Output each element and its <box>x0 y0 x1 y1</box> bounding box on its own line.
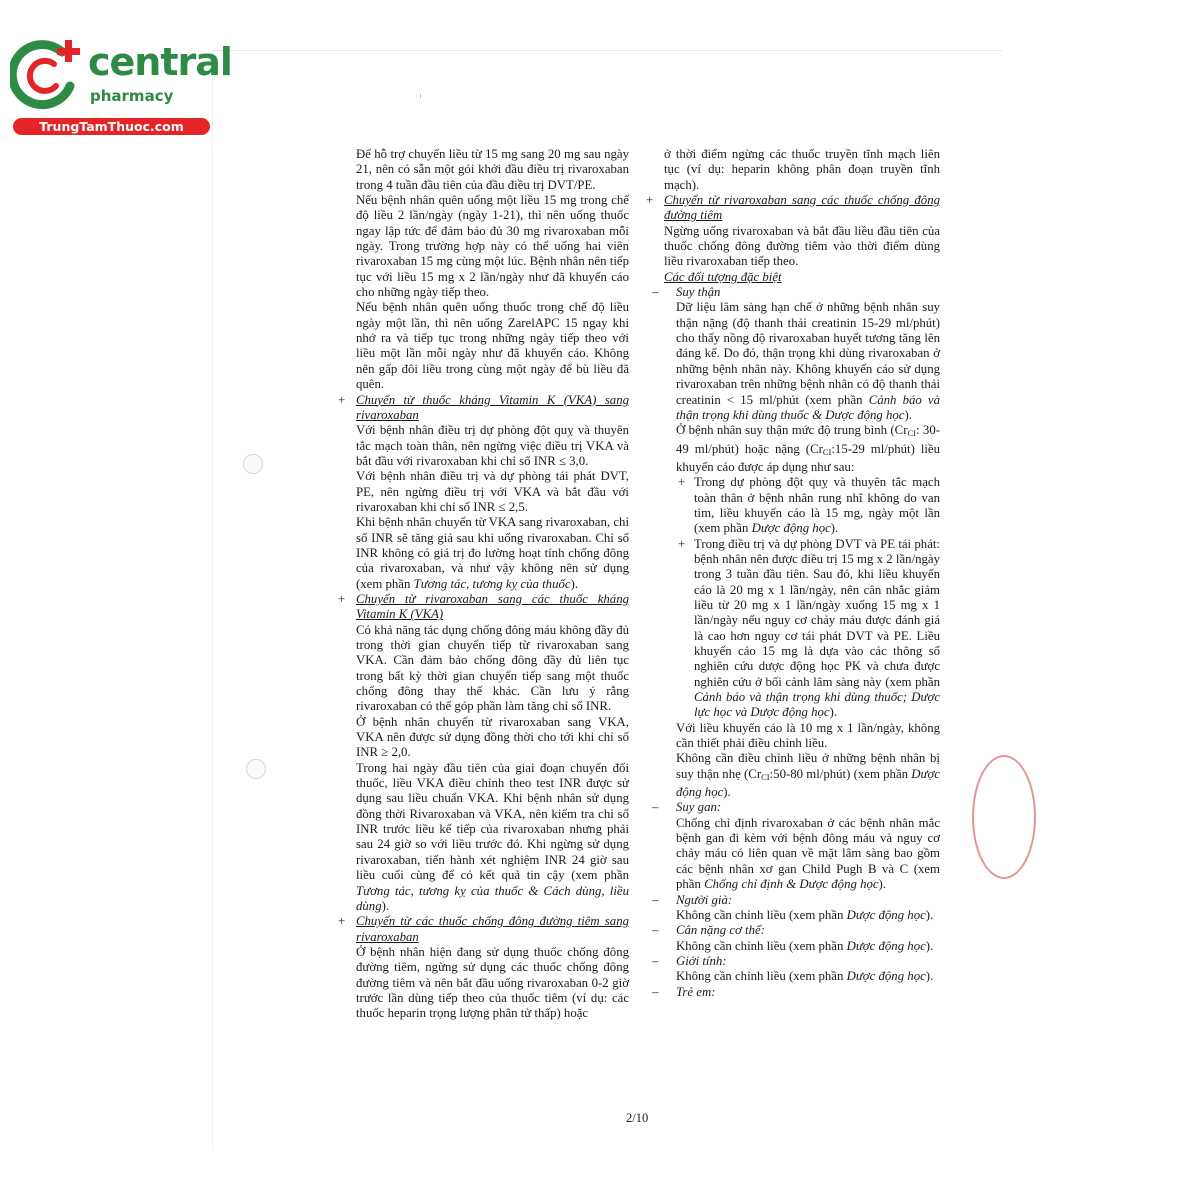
italic-text: Chuyển từ rivaroxaban sang các thuốc kháng Vitamin K (VKA) <box>356 591 629 622</box>
paragraph <box>652 953 940 969</box>
italic-text: Cảnh báo và thận trọng khi dùng thuốc; Dược lực học và Dược động học <box>694 690 940 720</box>
plus-bullet-icon: + <box>678 475 686 490</box>
paragraph <box>356 945 629 1022</box>
page-number: 2/10 <box>626 1111 649 1125</box>
text: Trong điều trị và dự phòng DVT và PE tái phát: bệnh nhân nên được điều trị 15 mg x 2 lần/ngày trong 3 tuần đầu tiên. Sau đó, khi liều khuyến cáo là 20 mg x 1 lần/ngày, nên cân nhắc giảm liều từ 20 mg x 1 lần/ngày xuống 15 mg x 1 lần/ngày nếu nguy cơ chảy máu được đánh giá là cao hơn nguy cơ tái phát DVT và PE. Liều khuyến cáo 15 mg là dựa vào các thông số nghiên cứu dược động học PK và chưa được nghiên cứu ở bối cảnh lâm sàng này (xem phần <box>694 536 940 689</box>
dash-bullet-icon: – <box>652 285 659 300</box>
italic-text: Dược động học <box>846 907 926 922</box>
text: Trong dự phòng đột quỵ và thuyên tắc mạch toàn thân ở bệnh nhân rung nhĩ không do van tim, liều khuyến cáo là 15 mg, ngày một lần (xem phần <box>694 475 940 536</box>
paragraph <box>356 147 629 193</box>
paragraph <box>356 469 629 515</box>
text: Ở bệnh nhân hiện đang sử dụng thuốc chống đông đường tiêm, ngừng sử dụng các thuốc chống đông đường tiêm và nên bắt đầu uống rivaroxaban 0-2 giờ trước lần dùng tiếp theo của thuốc tiêm (ví dụ: các thuốc heparin trọng lượng phân tử thấp) hoặc <box>356 944 629 1021</box>
text: ). <box>381 898 390 913</box>
text: Chống chỉ định rivaroxaban ở các bệnh nhân mắc bệnh gan đi kèm với bệnh đông máu và nguy cơ chảy máu có liên quan về mặt lâm sàng bao gồm các bệnh nhân xơ gan Child Pugh B và C (xem phần <box>676 815 940 892</box>
text: ). <box>570 576 579 591</box>
punch-hole <box>243 454 263 474</box>
left-column <box>338 147 629 1022</box>
text: Ngừng uống rivaroxaban và bắt đầu liều đầu tiên của thuốc chống đông đường tiêm vào thời điểm dùng liều rivaroxaban tiếp theo. <box>664 223 940 269</box>
italic-text: Chuyển từ rivaroxaban sang các thuốc chống đông đường tiêm <box>664 193 940 223</box>
subscript: CI <box>907 428 916 439</box>
paragraph <box>356 300 629 392</box>
italic-text: Cân nặng cơ thể: <box>676 923 765 938</box>
paragraph <box>676 721 940 752</box>
section-heading <box>338 914 629 945</box>
section-heading <box>338 591 629 623</box>
paragraph <box>676 969 940 984</box>
italic-text: Dược động học <box>846 938 926 953</box>
text: :50-80 ml/phút) (xem phần <box>769 766 912 781</box>
subscript: CI <box>822 446 832 457</box>
text: Không cần chỉnh liều (xem phần <box>676 907 847 922</box>
section-heading <box>664 270 940 285</box>
page-edge <box>212 50 1002 51</box>
text: ). <box>829 705 838 720</box>
section-heading <box>338 392 629 424</box>
central-pharmacy-logo <box>10 36 232 136</box>
bullet-item <box>678 536 940 721</box>
text: ở thời điểm ngừng các thuốc truyền tĩnh mạch liên tục (ví dụ: heparin không phân đoạn truyền tĩnh mạch). <box>664 147 940 192</box>
text: Dữ liệu lâm sàng hạn chế ở những bệnh nhân suy thận nặng (độ thanh thải creatinin 15-29 ml/phút) cho thấy nồng độ rivaroxaban huyết tương tăng lên đáng kể. Do đó, thận trọng khi dùng rivaroxaban ở những bệnh nhân này. Không khuyến cáo sử dụng rivaroxaban trên những bệnh nhân có độ thanh thải creatinin < 15 ml/phút (xem phần <box>676 300 940 407</box>
text: Với bệnh nhân điều trị và dự phòng tái phát DVT, PE, nên ngừng điều trị với VKA và bắt đầu với rivaroxaban khi chỉ số INR ≤ 2,5. <box>356 469 629 514</box>
dash-bullet-icon: – <box>652 800 659 815</box>
logo-site-link[interactable]: TrungTamThuoc.com <box>13 118 210 135</box>
text: Ở bệnh nhân chuyển từ rivaroxaban sang VKA, VKA nên được sử dụng đồng thời cho tới khi chỉ số INR ≥ 2,0. <box>356 714 629 760</box>
italic-text: Giới tính: <box>676 953 727 968</box>
text: ). <box>925 938 934 953</box>
text: Với liều khuyến cáo là 10 mg x 1 lần/ngày, không cần thiết phải điều chỉnh liều. <box>676 720 940 751</box>
text: Nếu bệnh nhân quên uống một liều 15 mg trong chế độ liều 2 lần/ngày (ngày 1-21), thì nên uống thuốc ngay lập tức để đảm bảo đủ 30 mg rivaroxaban mỗi ngày. Trong trường hợp này có thể uống hai viên rivaroxaban 15 mg cùng một lúc. Bệnh nhân nên tiếp tục với liều 15 mg x 2 lần/ngày như đã khuyến cáo cho những ngày tiếp theo. <box>356 193 629 300</box>
italic-text: Suy gan: <box>676 800 722 815</box>
subscript: CI <box>761 771 770 782</box>
italic-text: Chống chỉ định & Dược động học <box>704 877 879 892</box>
right-column <box>646 147 941 1000</box>
paragraph <box>356 515 629 592</box>
paragraph <box>664 224 940 270</box>
plus-bullet-icon: + <box>646 193 654 208</box>
paragraph <box>652 923 940 938</box>
paragraph <box>664 147 940 193</box>
paragraph <box>676 751 940 800</box>
logo-subtitle: pharmacy <box>90 87 174 105</box>
text: ). <box>830 521 839 536</box>
italic-text: Tương tác, tương kỵ của thuốc <box>413 576 571 591</box>
dash-bullet-icon: – <box>652 953 659 968</box>
plus-bullet-icon: + <box>678 536 686 551</box>
text: Không cần điều chỉnh liều ở những bệnh nhân bị suy thận nhẹ (Cr <box>676 751 940 781</box>
text: ). <box>925 907 934 922</box>
punch-hole <box>246 759 266 779</box>
paragraph <box>676 300 940 423</box>
red-stamp <box>972 755 1036 879</box>
text: : 30-49 ml/phút) hoặc nặng (Cr <box>676 423 940 456</box>
text: ). <box>723 785 731 800</box>
paragraph <box>676 423 940 475</box>
bullet-item <box>678 475 940 536</box>
italic-text: Dược động học <box>676 766 941 800</box>
text: Không cần chỉnh liều (xem phần <box>676 938 847 953</box>
dash-bullet-icon: – <box>652 984 659 999</box>
text: Không cần chỉnh liều (xem phần <box>676 969 847 984</box>
italic-text: Chuyển từ thuốc kháng Vitamin K (VKA) sang rivaroxaban <box>356 392 629 422</box>
paragraph <box>676 908 940 923</box>
paragraph <box>356 761 629 914</box>
paragraph <box>356 715 629 761</box>
plus-bullet-icon: + <box>338 914 346 929</box>
text: ). <box>925 969 934 984</box>
text: Ở bệnh nhân suy thận mức độ trung bình (Cr <box>676 423 908 438</box>
italic-text: Người già: <box>676 892 733 907</box>
paragraph <box>676 816 940 893</box>
text: Với bệnh nhân điều trị dự phòng đột quỵ và thuyên tắc mạch toàn thân, nên ngừng việc điều trị VKA và bắt đầu với rivaroxaban khi chỉ số INR ≤ 3,0. <box>356 423 629 468</box>
text: Trong hai ngày đầu tiên của giai đoạn chuyển đổi thuốc, liều VKA điều chỉnh theo test INR được sử dụng sau liều chuẩn VKA. Khi bệnh nhân sử dụng đồng thời Rivaroxaban và VKA, nên kiểm tra chỉ số INR trước liều kế tiếp của rivaroxaban nhưng phải sau 24 giờ so với liều trước đó. Khi ngừng sử dụng rivaroxaban, tiến hành xét nghiệm INR 24 giờ sau liều cuối cùng để có kết quả tin cậy (xem phần <box>356 760 629 883</box>
dash-bullet-icon: – <box>652 892 659 907</box>
italic-text: Tương tác, tương kỵ của thuốc & Cách dùng, liều dùng <box>356 883 629 913</box>
text: Nếu bệnh nhân quên uống thuốc trong chế độ liều ngày một lần, thì nên uống ZarelAPC 15 ngay khi nhớ ra và tiếp tục trong những ngày tiếp theo với liều một lần mỗi ngày như đã khuyến cáo. Không nên gấp đôi liều trong cùng một ngày để bù liều đã quên. <box>356 300 629 392</box>
paragraph <box>652 892 940 908</box>
italic-text: Dược động học <box>846 969 926 984</box>
paragraph <box>356 623 629 715</box>
plus-bullet-icon: + <box>338 392 346 407</box>
text: Khi bệnh nhân chuyển từ VKA sang rivaroxaban, chỉ số INR sẽ tăng giả sau khi uống rivaroxaban. Chỉ số INR không có giá trị đo lường hoạt tính chống đông của rivaroxaban, và như vậy không nên sử dụng (xem phần <box>356 515 629 591</box>
italic-text: Cảnh báo và thận trọng khi dùng thuốc & Dược động học <box>676 392 940 422</box>
italic-text: Trẻ em: <box>676 984 716 999</box>
text: :15-29 ml/phút) liều khuyến cáo được áp dụng như sau: <box>676 441 941 474</box>
plus-bullet-icon: + <box>338 591 346 606</box>
paragraph <box>652 800 940 815</box>
text: ). <box>904 407 912 422</box>
italic-text: Suy thận <box>676 285 721 300</box>
text: Để hỗ trợ chuyển liều từ 15 mg sang 20 mg sau ngày 21, nên có sẵn một gói khởi đầu điều trị rivaroxaban trong 4 tuần đầu tiên của đầu điều trị DVT/PE. <box>356 147 629 192</box>
paragraph <box>356 423 629 469</box>
pharmacy-logo-icon <box>10 36 90 114</box>
text: ). <box>878 877 887 892</box>
paragraph <box>356 193 629 300</box>
italic-text: Các đối tượng đặc biệt <box>664 269 782 284</box>
italic-text: Dược động học <box>751 521 831 536</box>
logo-wordmark: central <box>88 40 232 84</box>
section-heading <box>646 193 940 224</box>
text: Có khả năng tác dụng chống đông máu không đầy đủ trong thời gian chuyển tiếp từ rivaroxaban sang VKA. Cần đảm bảo chống đông đầy đủ liên tục trong bất kỳ thời gian chuyển tiếp sang một thuốc chống đông thay thế khác. Cần lưu ý rằng rivaroxaban có thể góp phần làm tăng chỉ số INR. <box>356 622 629 714</box>
dash-bullet-icon: – <box>652 923 659 938</box>
paragraph <box>652 984 940 1000</box>
italic-text: Chuyển từ các thuốc chống đông đường tiêm sang rivaroxaban <box>356 914 629 944</box>
paragraph <box>676 939 940 954</box>
page-edge <box>212 50 213 1150</box>
paragraph <box>652 285 940 300</box>
scan-mark <box>420 94 421 98</box>
